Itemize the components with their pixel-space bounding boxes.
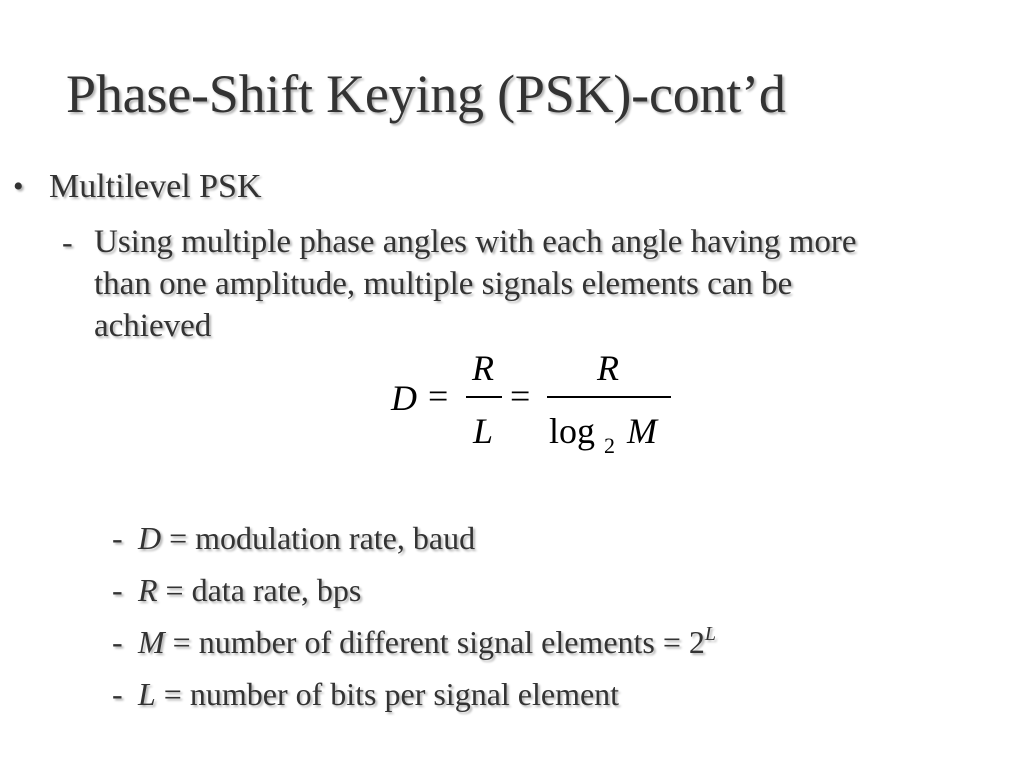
- definition-text: = modulation rate, baud: [161, 520, 476, 556]
- fraction-1-denominator: L: [473, 411, 494, 451]
- equation-lhs: D: [391, 378, 417, 418]
- definition-marker: -: [112, 520, 123, 556]
- definition-symbol: R: [138, 572, 158, 608]
- slide-title: Phase-Shift Keying (PSK)-cont’d: [66, 64, 786, 124]
- definition-symbol: L: [138, 676, 156, 712]
- definition-item: [112, 518, 475, 558]
- definition-marker: -: [112, 572, 123, 608]
- fraction-2-log: log: [549, 411, 596, 451]
- definition-superscript: L: [704, 623, 717, 645]
- fraction-2-numerator: R: [597, 348, 619, 388]
- sub-bullet-line: Using multiple phase angles with each angle having more: [94, 224, 857, 260]
- fraction-1-numerator: R: [472, 348, 494, 388]
- definition-text: = number of different signal elements = 2: [164, 624, 705, 660]
- bullet-marker: •: [13, 170, 24, 203]
- equation-equals: =: [428, 376, 449, 416]
- fraction-1-bar: [466, 396, 502, 398]
- equation-equals-2: =: [510, 376, 531, 416]
- bullet-text: Multilevel PSK: [49, 168, 262, 205]
- sub-bullet-line: achieved: [94, 308, 212, 344]
- modulation-rate-equation: [0, 340, 1024, 460]
- sub-bullet-line: than one amplitude, multiple signals elements can be: [94, 266, 793, 302]
- fraction-2-log-base: 2: [604, 433, 615, 458]
- definition-marker: -: [112, 676, 123, 712]
- definition-symbol: M: [138, 624, 165, 660]
- definition-symbol: D: [138, 520, 162, 556]
- definition-text: = data rate, bps: [157, 572, 362, 608]
- sub-bullet-text: [94, 221, 1019, 347]
- definition-marker: -: [112, 624, 123, 660]
- definition-text: = number of bits per signal element: [155, 676, 620, 712]
- fraction-2-bar: [547, 396, 671, 398]
- definition-item: [112, 622, 716, 662]
- definition-item: [112, 570, 361, 610]
- definition-item: [112, 674, 619, 714]
- fraction-2-variable: M: [627, 411, 657, 451]
- sub-bullet-marker: -: [62, 224, 73, 260]
